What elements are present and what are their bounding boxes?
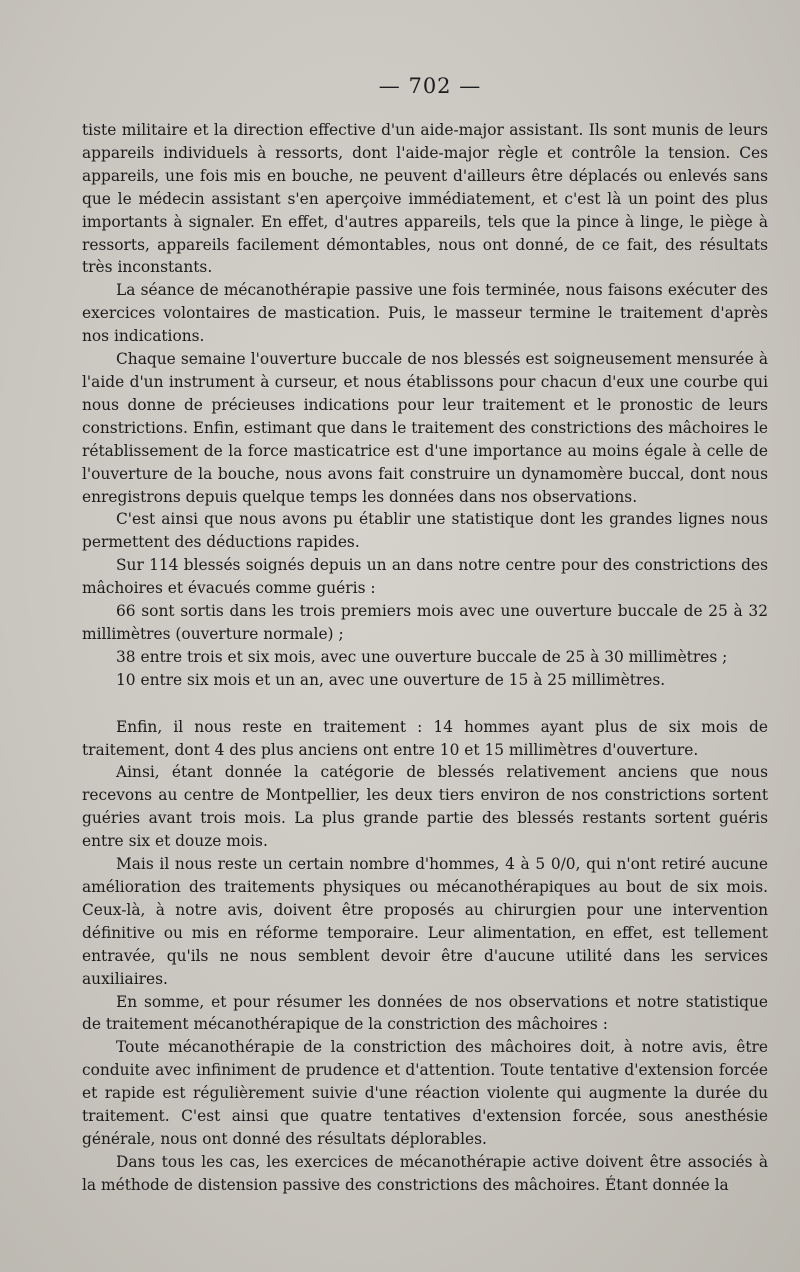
paragraph: Sur 114 blessés soignés depuis un an dans notre centre pour des constrictions des mâchoires et évacués comme guéris : xyxy=(82,556,768,598)
list-item: 10 entre six mois et un an, avec une ouverture de 15 à 25 millimètres. xyxy=(116,670,666,689)
paragraph: Toute mécanothérapie de la constriction des mâchoires doit, à notre avis, être conduite avec infiniment de prudence et d'attention. Toute tentative d'extension forcée et rapide est régulièrement suivie d'une réaction violente qui augmente la durée du traitement. C'est ainsi que quatre tentatives d'extension forcée, sous anesthésie générale, nous ont donné des résultats déplorables. xyxy=(82,1038,768,1148)
list-item: 38 entre trois et six mois, avec une ouverture buccale de 25 à 30 millimètres ; xyxy=(116,647,728,666)
paragraph: Enfin, il nous reste en traitement : 14 hommes ayant plus de six mois de traitement, dont 4 des plus anciens ont entre 10 et 15 millimètres d'ouverture. xyxy=(82,717,768,759)
paragraph: Dans tous les cas, les exercices de mécanothérapie active doivent être associés à la méthode de distension passive des constrictions des mâchoires. Étant donnée la xyxy=(82,1152,768,1194)
list-item: 66 sont sortis dans les trois premiers mois avec une ouverture buccale de 25 à 32 millimètres (ouverture normale) ; xyxy=(82,602,768,643)
paragraph: C'est ainsi que nous avons pu établir une statistique dont les grandes lignes nous permettent des déductions rapides. xyxy=(82,510,768,552)
paragraph: tiste militaire et la direction effective d'un aide-major assistant. Ils sont munis de leurs appareils individuels à ressorts, dont l'aide-major règle et contrôle la tension. Ces appareils, une fois mis en bouche, ne peuvent d'ailleurs être déplacés ou enlevés sans que le médecin assistant s'en aperçoive immédiatement, et c'est là un point des plus importants à signaler. En effet, d'autres appareils, tels que la pince à linge, le piège à ressorts, appareils facilement démontables, nous ont donné, de ce fait, des résultats très inconstants. xyxy=(82,121,768,277)
paragraph: Chaque semaine l'ouverture buccale de nos blessés est soigneusement mensurée à l'aide d'un instrument à curseur, et nous établissons pour chacun d'eux une courbe qui nous donne de précieuses indications pour leur traitement et le pronostic de leurs constrictions. Enfin, estimant que dans le traitement des constrictions des mâchoires le rétablissement de la force masticatrice est d'une importance au moins égale à celle de l'ouverture de la bouche, nous avons fait construire un dynamomère buccal, dont nous enregistrons depuis quelque temps les données dans nos observations. xyxy=(82,350,768,506)
paragraph: Mais il nous reste un certain nombre d'hommes, 4 à 5 0/0, qui n'ont retiré aucune amélioration des traitements physiques ou mécanothérapiques au bout de six mois. Ceux-là, à notre avis, doivent être proposés au chirurgien pour une intervention définitive ou mis en réforme temporaire. Leur alimentation, en effet, est tellement entravée, qu'ils ne nous semblent devoir être d'aucune utilité dans les services auxiliaires. xyxy=(82,855,768,988)
body-text xyxy=(82,119,768,1197)
paragraph: La séance de mécanothérapie passive une fois terminée, nous faisons exécuter des exercices volontaires de mastication. Puis, le masseur termine le traitement d'après nos indications. xyxy=(82,281,768,346)
page-number: — 702 — xyxy=(378,74,482,98)
paragraph: En somme, et pour résumer les données de nos observations et notre statistique de traitement mécanothérapique de la constriction des mâchoires : xyxy=(82,992,768,1034)
paragraph: Ainsi, étant donnée la catégorie de blessés relativement anciens que nous recevons au centre de Montpellier, les deux tiers environ de nos constrictions sortent guéries avant trois mois. La plus grande partie des blessés restants sortent guéris entre six et douze mois. xyxy=(82,763,768,851)
